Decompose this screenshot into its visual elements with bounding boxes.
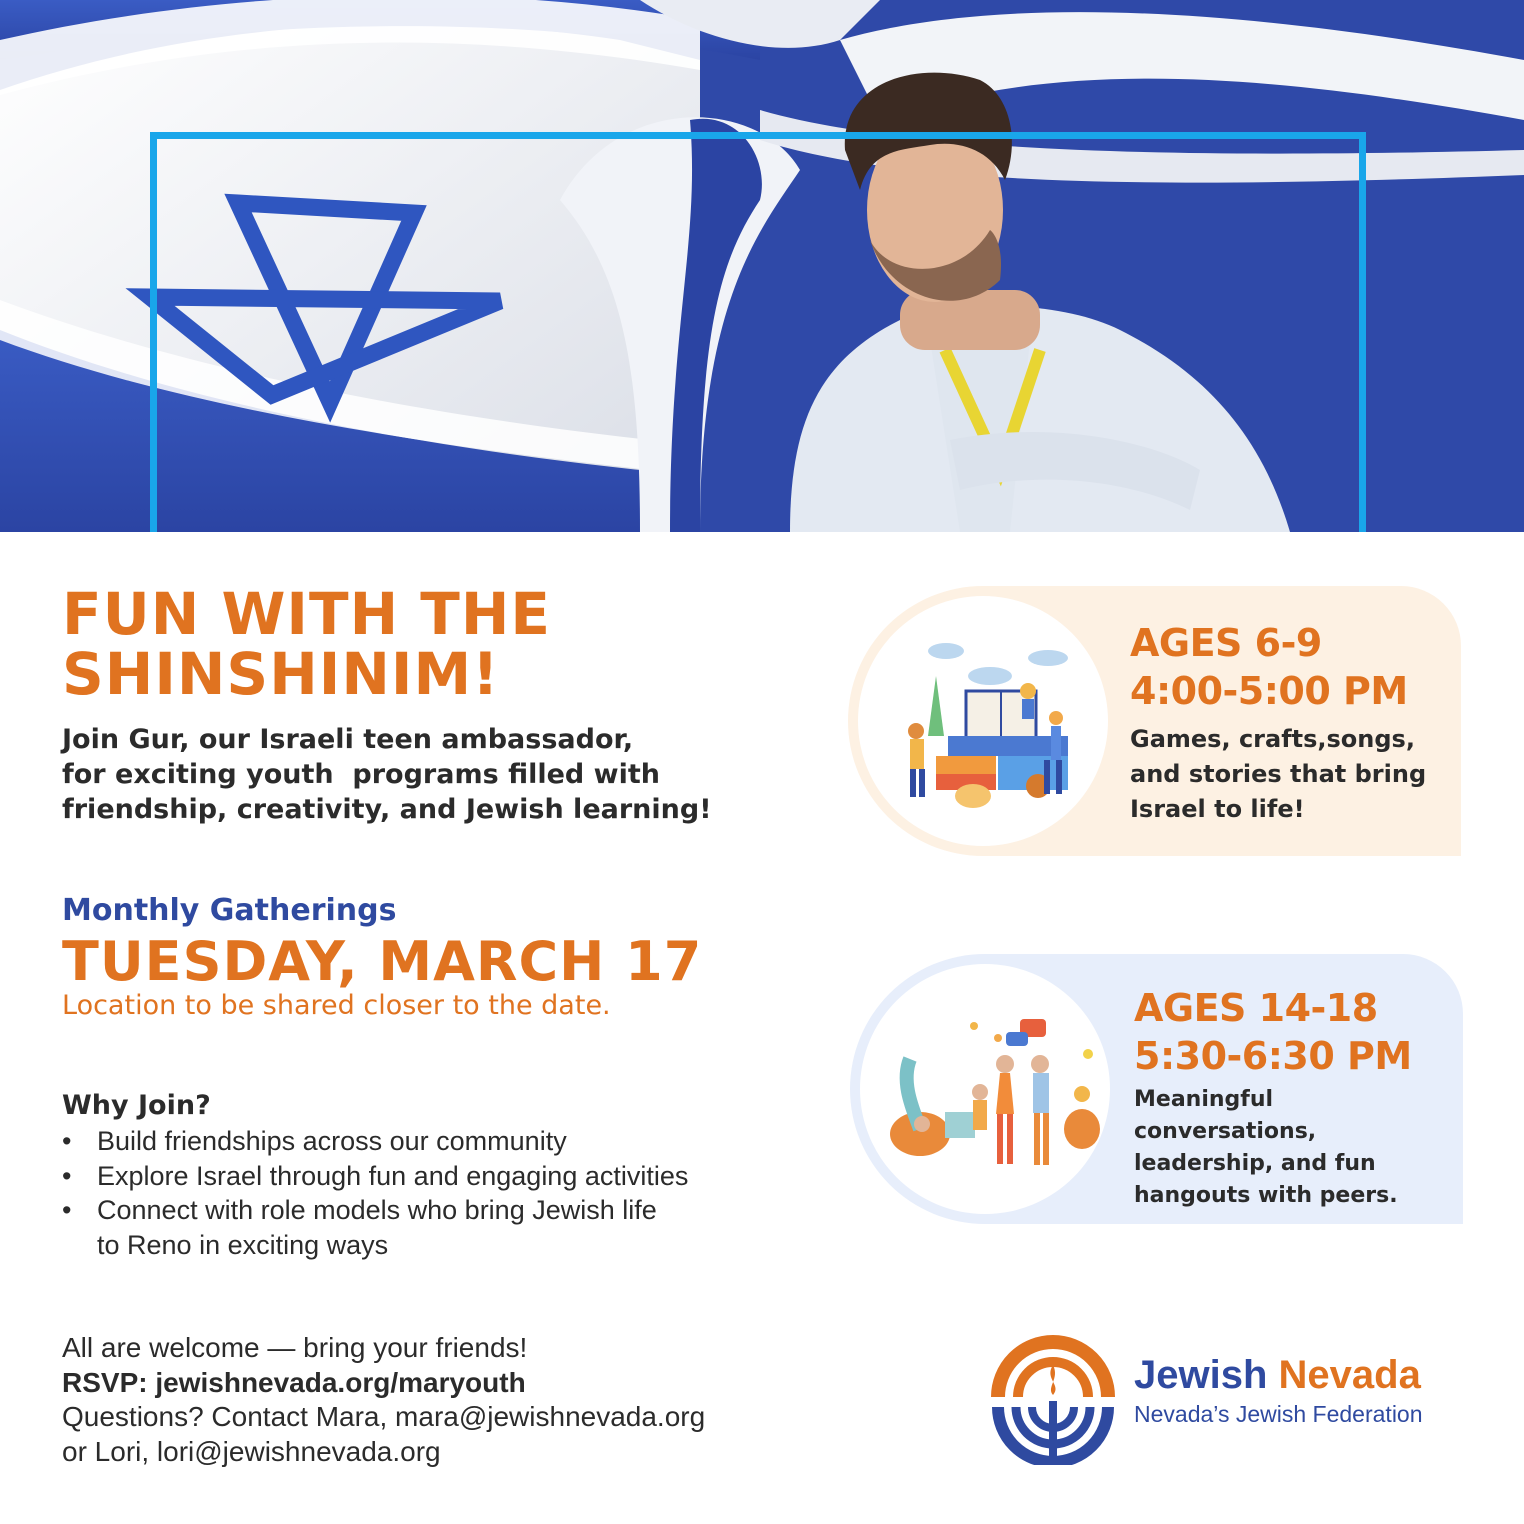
session-card-teens bbox=[850, 954, 1463, 1224]
list-item-continuation: to Reno in exciting ways bbox=[97, 1229, 389, 1260]
logo-name bbox=[1134, 1353, 1421, 1398]
desc-line: hangouts with peers. bbox=[1134, 1183, 1398, 1208]
why-join-list bbox=[62, 1124, 822, 1262]
intro-text bbox=[62, 722, 782, 827]
teens-conversation-illustration bbox=[860, 964, 1110, 1214]
kids-crafts-illustration bbox=[858, 596, 1108, 846]
hero-frame bbox=[150, 132, 1366, 532]
logo-name-jewish: Jewish bbox=[1134, 1353, 1268, 1397]
desc-line: Games, crafts,songs, bbox=[1130, 725, 1415, 753]
session-description bbox=[1134, 1084, 1459, 1212]
time-label: 4:00-5:00 PM bbox=[1130, 669, 1408, 713]
location-note: Location to be shared closer to the date. bbox=[62, 990, 611, 1021]
contact-lori[interactable]: or Lori, lori@jewishnevada.org bbox=[62, 1435, 441, 1467]
welcome-text: All are welcome — bring your friends! bbox=[62, 1332, 528, 1363]
hero-banner bbox=[0, 0, 1524, 532]
contact-mara[interactable]: Questions? Contact Mara, mara@jewishnevada.org bbox=[62, 1401, 706, 1432]
logo-tagline: Nevada’s Jewish Federation bbox=[1134, 1401, 1423, 1427]
rsvp-link[interactable]: RSVP: jewishnevada.org/maryouth bbox=[62, 1366, 526, 1398]
page-title bbox=[62, 580, 552, 708]
title-line-1: FUN WITH THE bbox=[62, 580, 552, 648]
intro-line-3: friendship, creativity, and Jewish learning! bbox=[62, 794, 712, 825]
title-line-2: SHINSHINIM! bbox=[62, 640, 500, 708]
list-item: • Build friendships across our community bbox=[62, 1124, 822, 1159]
menorah-logo-icon bbox=[988, 1335, 1118, 1465]
footer-info bbox=[62, 1331, 862, 1469]
ages-label: AGES 14-18 bbox=[1134, 986, 1378, 1030]
desc-line: and stories that bring bbox=[1130, 760, 1427, 788]
jewish-nevada-logo[interactable] bbox=[988, 1335, 1488, 1470]
list-item: • Explore Israel through fun and engaging activities bbox=[62, 1159, 822, 1194]
desc-line: leadership, and fun bbox=[1134, 1151, 1376, 1176]
why-join-title: Why Join? bbox=[62, 1090, 211, 1121]
session-ages-time bbox=[1130, 619, 1408, 715]
desc-line: Israel to life! bbox=[1130, 795, 1305, 823]
session-card-young bbox=[848, 586, 1461, 856]
ages-label: AGES 6-9 bbox=[1130, 621, 1322, 665]
logo-name-nevada: Nevada bbox=[1278, 1353, 1421, 1397]
desc-line: Meaningful conversations, bbox=[1134, 1087, 1317, 1144]
session-description bbox=[1130, 722, 1460, 827]
monthly-label: Monthly Gatherings bbox=[62, 893, 397, 928]
event-date: TUESDAY, MARCH 17 bbox=[62, 930, 703, 993]
time-label: 5:30-6:30 PM bbox=[1134, 1034, 1412, 1078]
list-item: • Connect with role models who bring Jewish life bbox=[62, 1193, 822, 1228]
session-ages-time bbox=[1134, 984, 1412, 1080]
intro-line-2: for exciting youth programs filled with bbox=[62, 759, 660, 790]
intro-line-1: Join Gur, our Israeli teen ambassador, bbox=[62, 724, 634, 755]
